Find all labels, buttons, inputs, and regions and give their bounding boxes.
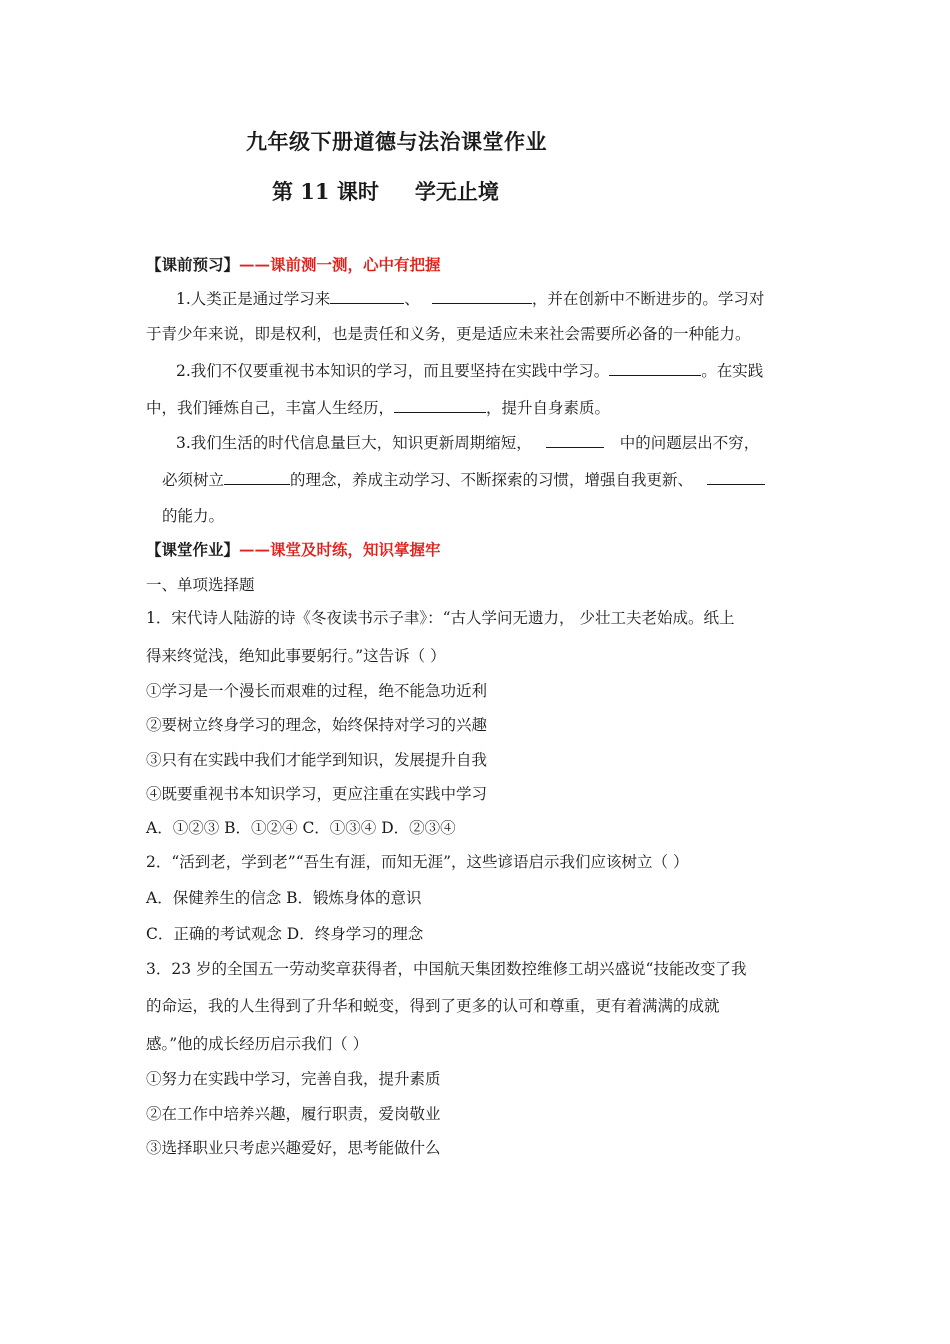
question-3-statement-3: ③选择职业只考虑兴趣爱好，思考能做什么: [146, 1139, 441, 1157]
classwork-label: 【课堂作业】: [146, 540, 240, 559]
blank-field[interactable]: [546, 432, 604, 448]
question-1-statement-1: ①学习是一个漫长而艰难的过程，绝不能急功近利: [146, 682, 488, 700]
question-1-line1: 1．宋代诗人陆游的诗《冬夜读书示子聿》：“古人学问无遗力， 少壮工夫老始成。纸上: [146, 609, 735, 627]
preview-q2-line2: 中，我们锤炼自己，丰富人生经历， ，提升自身素质。: [146, 399, 611, 417]
blank-field[interactable]: [330, 288, 404, 304]
question-3-statement-1: ①努力在实践中学习，完善自我，提升素质: [146, 1070, 441, 1088]
question-2-line: 2．“活到老，学到老”“吾生有涯，而知无涯”，这些谚语启示我们应该树立（ ）: [146, 853, 689, 871]
blank-field[interactable]: [224, 469, 290, 485]
question-1-statement-2: ②要树立终身学习的理念，始终保持对学习的兴趣: [146, 716, 488, 734]
lesson-heading: [272, 178, 499, 206]
blank-field[interactable]: [394, 397, 486, 413]
preview-section-heading: [146, 255, 441, 275]
question-3-line3: 感。”他的成长经历启示我们（ ）: [146, 1035, 369, 1053]
lesson-number: 第 11 课时: [272, 179, 379, 204]
question-2-choices-cd: C．正确的考试观念 D．终身学习的理念: [146, 925, 424, 943]
classwork-section-heading: [146, 540, 441, 560]
question-1-statement-3: ③只有在实践中我们才能学到知识，发展提升自我: [146, 751, 488, 769]
question-3-line1: 3．23 岁的全国五一劳动奖章获得者，中国航天集团数控维修工胡兴盛说“技能改变了我: [146, 960, 747, 978]
preview-q3-line1: 3.我们生活的时代信息量巨大，知识更新周期缩短， 中的问题层出不穷，: [176, 434, 760, 452]
question-2-choices-ab: A．保健养生的信念 B．锻炼身体的意识: [146, 889, 422, 907]
question-3-line2: 的命运，我的人生得到了升华和蜕变，得到了更多的认可和尊重，更有着满满的成就: [146, 997, 720, 1015]
question-1-line2: 得来终觉浅，绝知此事要躬行。”这告诉（ ）: [146, 647, 446, 665]
lesson-topic: 学无止境: [414, 179, 499, 204]
blank-field[interactable]: [432, 288, 532, 304]
question-1-statement-4: ④既要重视书本知识学习，更应注重在实践中学习: [146, 785, 488, 803]
preview-q3-line2: 必须树立 的理念，养成主动学习、不断探索的习惯，增强自我更新、: [162, 469, 765, 490]
preview-q1-line2: 于青少年来说，即是权利，也是责任和义务，更是适应未来社会需要所必备的一种能力。: [146, 325, 751, 343]
preview-label: 【课前预习】: [146, 255, 240, 274]
question-1-choices: A．①②③ B．①②④ C．①③④ D．②③④: [146, 819, 456, 837]
preview-q3-line3: 的能力。: [162, 507, 225, 525]
classwork-slogan: ——课堂及时练，知识掌握牢: [239, 540, 441, 559]
question-3-statement-2: ②在工作中培养兴趣，履行职责，爱岗敬业: [146, 1105, 441, 1123]
preview-q2-line1: 2.我们不仅要重视书本知识的学习，而且要坚持在实践中学习。 。在实践: [176, 362, 764, 380]
preview-slogan: ——课前测一测，心中有把握: [239, 255, 441, 274]
preview-q1-line1: 1.人类正是通过学习来 、 ，并在创新中不断进步的。学习对: [176, 290, 765, 308]
document-title: 九年级下册道德与法治课堂作业: [246, 129, 547, 154]
blank-field[interactable]: [707, 469, 765, 485]
choice-section-title: 一、单项选择题: [146, 576, 255, 594]
blank-field[interactable]: [609, 360, 701, 376]
